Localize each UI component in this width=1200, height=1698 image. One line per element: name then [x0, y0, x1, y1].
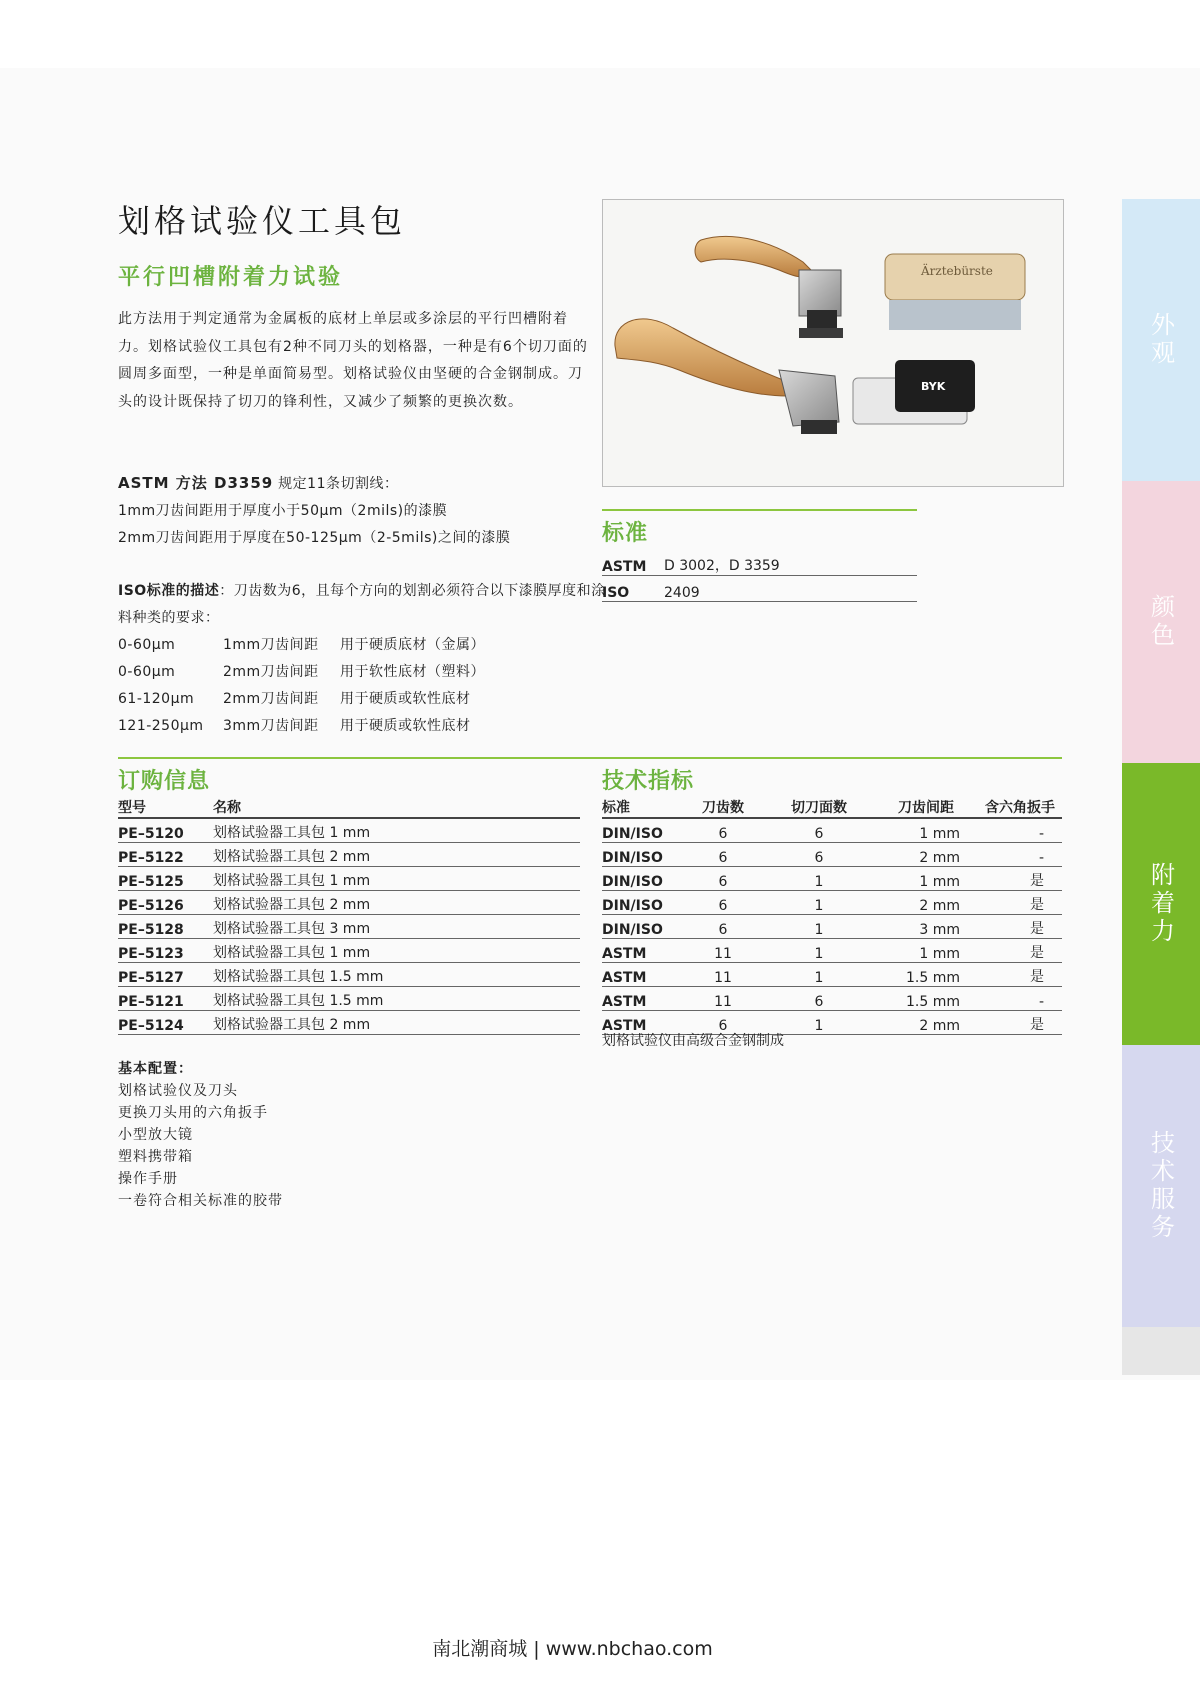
table-row: [602, 915, 1062, 939]
tech-faces: 1: [764, 915, 874, 939]
side-tab-spacer: [1122, 1327, 1200, 1375]
order-model: PE–5126: [118, 891, 213, 915]
tech-faces: 1: [764, 1011, 874, 1035]
iso-row: [118, 713, 608, 740]
tech-spacing: 2 mm: [874, 843, 978, 867]
order-name: 划格试验器工具包 3 mm: [213, 915, 580, 939]
table-row: [602, 576, 917, 602]
tech-std: DIN/ISO: [602, 818, 682, 843]
iso-range: 121-250µm: [118, 718, 204, 734]
astm-method-heading: [118, 470, 608, 498]
order-name: 划格试验器工具包 1.5 mm: [213, 963, 580, 987]
iso-spacing: 2mm刀齿间距: [223, 664, 319, 680]
config-item: 塑料携带箱: [118, 1149, 193, 1165]
tech-teeth: 6: [682, 843, 764, 867]
table-row: [602, 843, 1062, 867]
table-row: [118, 818, 580, 843]
tech-spacing: 2 mm: [874, 891, 978, 915]
astm-method-rest: 规定11条切割线：: [273, 476, 399, 492]
tech-std: ASTM: [602, 1011, 682, 1035]
tech-teeth: 6: [682, 1011, 764, 1035]
order-model: PE–5120: [118, 818, 213, 843]
order-name: 划格试验器工具包 1.5 mm: [213, 987, 580, 1011]
tech-header: 刀齿数: [682, 797, 764, 818]
tech-faces: 6: [764, 818, 874, 843]
table-row: [602, 818, 1062, 843]
tech-header: 标准: [602, 797, 682, 818]
iso-row: [118, 632, 608, 659]
brush-label: Ärztebürste: [921, 264, 993, 278]
tech-wrench: -: [978, 843, 1062, 867]
tech-wrench: 是: [978, 915, 1062, 939]
iso-row: [118, 659, 608, 686]
tech-std: ASTM: [602, 939, 682, 963]
standards-rule: [602, 509, 917, 511]
table-row: [118, 939, 580, 963]
iso-range: 61-120µm: [118, 691, 195, 707]
order-name: 划格试验器工具包 1 mm: [213, 867, 580, 891]
tech-std: ASTM: [602, 987, 682, 1011]
standards-table: [602, 550, 917, 602]
table-row: [118, 987, 580, 1011]
order-model: PE–5121: [118, 987, 213, 1011]
iso-heading: [118, 578, 608, 632]
iso-description-block: [118, 578, 608, 740]
table-header-row: [602, 797, 1062, 818]
table-row: [602, 867, 1062, 891]
brush: [885, 254, 1025, 330]
tech-std: DIN/ISO: [602, 915, 682, 939]
tech-wrench: -: [978, 818, 1062, 843]
page-subtitle: 平行凹槽附着力试验: [118, 265, 344, 290]
cutter-multi-blade: [695, 236, 843, 338]
iso-spacing: 1mm刀齿间距: [223, 637, 319, 653]
tech-teeth: 11: [682, 939, 764, 963]
order-model: PE–5125: [118, 867, 213, 891]
standards-value: D 3002，D 3359: [664, 550, 917, 576]
side-tab-tech-service[interactable]: [1122, 1045, 1200, 1327]
tech-teeth: 6: [682, 915, 764, 939]
iso-spacing: 3mm刀齿间距: [223, 718, 319, 734]
table-row: [602, 891, 1062, 915]
side-tab-label: 颜色: [1146, 594, 1175, 650]
config-title: 基本配置：: [118, 1061, 193, 1077]
table-row: [602, 987, 1062, 1011]
tech-faces: 1: [764, 891, 874, 915]
order-name: 划格试验器工具包 2 mm: [213, 843, 580, 867]
iso-use: 用于硬质或软性底材: [340, 718, 471, 734]
order-model: PE–5128: [118, 915, 213, 939]
tech-wrench: 是: [978, 891, 1062, 915]
tech-faces: 6: [764, 843, 874, 867]
tech-std: DIN/ISO: [602, 891, 682, 915]
iso-use: 用于硬质底材（金属）: [340, 637, 485, 653]
table-row: [118, 915, 580, 939]
tech-header: 含六角扳手: [978, 797, 1062, 818]
order-name: 划格试验器工具包 2 mm: [213, 1011, 580, 1035]
tech-note: 划格试验仪由高级合金钢制成: [602, 1033, 784, 1049]
iso-row: [118, 686, 608, 713]
standards-value: 2409: [664, 576, 917, 602]
table-row: [602, 963, 1062, 987]
order-tech-rule: [118, 757, 1062, 759]
config-item: 更换刀头用的六角扳手: [118, 1105, 268, 1121]
tech-faces: 6: [764, 987, 874, 1011]
astm-method-bold: ASTM 方法 D3359: [118, 474, 274, 492]
order-header-model: 型号: [118, 797, 213, 818]
carry-box: [853, 360, 975, 424]
order-table: [118, 797, 580, 1035]
tech-wrench: 是: [978, 867, 1062, 891]
tech-teeth: 6: [682, 867, 764, 891]
order-model: PE–5127: [118, 963, 213, 987]
order-model: PE–5122: [118, 843, 213, 867]
page-title: 划格试验仪工具包: [118, 202, 407, 240]
side-tab-appearance[interactable]: [1122, 199, 1200, 481]
tech-spacing: 2 mm: [874, 1011, 978, 1035]
side-tab-label: 技术服务: [1146, 1130, 1175, 1242]
iso-use: 用于软性底材（塑料）: [340, 664, 485, 680]
order-title: 订购信息: [118, 769, 211, 794]
tech-spacing: 1 mm: [874, 867, 978, 891]
tech-faces: 1: [764, 939, 874, 963]
astm-method-block: [118, 470, 608, 552]
tech-std: ASTM: [602, 963, 682, 987]
tech-title: 技术指标: [602, 769, 695, 794]
product-illustration: [603, 200, 1063, 486]
iso-heading-rest: ：刀齿数为6，且每个方向的划割必须符合以下漆膜厚度和涂料种类的要求：: [118, 583, 606, 626]
order-header-name: 名称: [213, 797, 580, 818]
box-label: BYK: [921, 380, 946, 393]
tech-spacing: 1 mm: [874, 939, 978, 963]
astm-line: 2mm刀齿间距用于厚度在50-125µm（2-5mils)之间的漆膜: [118, 530, 511, 546]
table-row: [118, 843, 580, 867]
iso-range: 0-60µm: [118, 664, 176, 680]
tech-spacing: 3 mm: [874, 915, 978, 939]
standards-name: ASTM: [602, 550, 664, 576]
tech-header: 切刀面数: [764, 797, 874, 818]
table-row: [602, 939, 1062, 963]
table-row: [602, 550, 917, 576]
side-tab-adhesion[interactable]: [1122, 763, 1200, 1045]
order-name: 划格试验器工具包 2 mm: [213, 891, 580, 915]
tech-faces: 1: [764, 963, 874, 987]
config-item: 划格试验仪及刀头: [118, 1083, 238, 1099]
tech-faces: 1: [764, 867, 874, 891]
tech-header: 刀齿间距: [874, 797, 978, 818]
tech-spacing: 1.5 mm: [874, 963, 978, 987]
iso-spacing: 2mm刀齿间距: [223, 691, 319, 707]
config-item: 一卷符合相关标准的胶带: [118, 1193, 283, 1209]
order-model: PE–5124: [118, 1011, 213, 1035]
table-row: [118, 891, 580, 915]
astm-line: 1mm刀齿间距用于厚度小于50µm（2mils)的漆膜: [118, 503, 448, 519]
product-photo: [602, 199, 1064, 487]
tech-std: DIN/ISO: [602, 843, 682, 867]
tech-teeth: 11: [682, 987, 764, 1011]
footer-text: 南北潮商城 | www.nbchao.com: [432, 1638, 713, 1660]
standards-name: ISO: [602, 576, 664, 602]
order-model: PE–5123: [118, 939, 213, 963]
table-row: [118, 867, 580, 891]
table-row: [118, 1011, 580, 1035]
iso-use: 用于硬质或软性底材: [340, 691, 471, 707]
standards-title: 标准: [602, 521, 649, 546]
tech-teeth: 11: [682, 963, 764, 987]
iso-range: 0-60µm: [118, 637, 176, 653]
table-row: [118, 963, 580, 987]
iso-heading-bold: ISO标准的描述: [118, 583, 220, 599]
tech-wrench: 是: [978, 963, 1062, 987]
side-tab-color[interactable]: [1122, 481, 1200, 763]
order-name: 划格试验器工具包 1 mm: [213, 939, 580, 963]
config-item: 操作手册: [118, 1171, 178, 1187]
side-tab-label: 附着力: [1146, 862, 1175, 946]
tech-spacing: 1.5 mm: [874, 987, 978, 1011]
tech-wrench: -: [978, 987, 1062, 1011]
table-header-row: [118, 797, 580, 818]
intro-paragraph: 此方法用于判定通常为金属板的底材上单层或多涂层的平行凹槽附着力。划格试验仪工具包有2种不同刀头的划格器，一种是有6个切刀面的圆周多面型，一种是单面简易型。划格试验仪由坚硬的合金钢制成。刀头的设计既保持了切刀的锋利性，又减少了频繁的更换次数。: [118, 311, 588, 410]
tech-spacing: 1 mm: [874, 818, 978, 843]
basic-config: [118, 1058, 283, 1212]
tech-table: [602, 797, 1062, 1035]
tech-teeth: 6: [682, 891, 764, 915]
order-name: 划格试验器工具包 1 mm: [213, 818, 580, 843]
tech-std: DIN/ISO: [602, 867, 682, 891]
side-tab-label: 外观: [1146, 312, 1175, 368]
tech-wrench: 是: [978, 939, 1062, 963]
tech-teeth: 6: [682, 818, 764, 843]
config-item: 小型放大镜: [118, 1127, 193, 1143]
tech-wrench: 是: [978, 1011, 1062, 1035]
